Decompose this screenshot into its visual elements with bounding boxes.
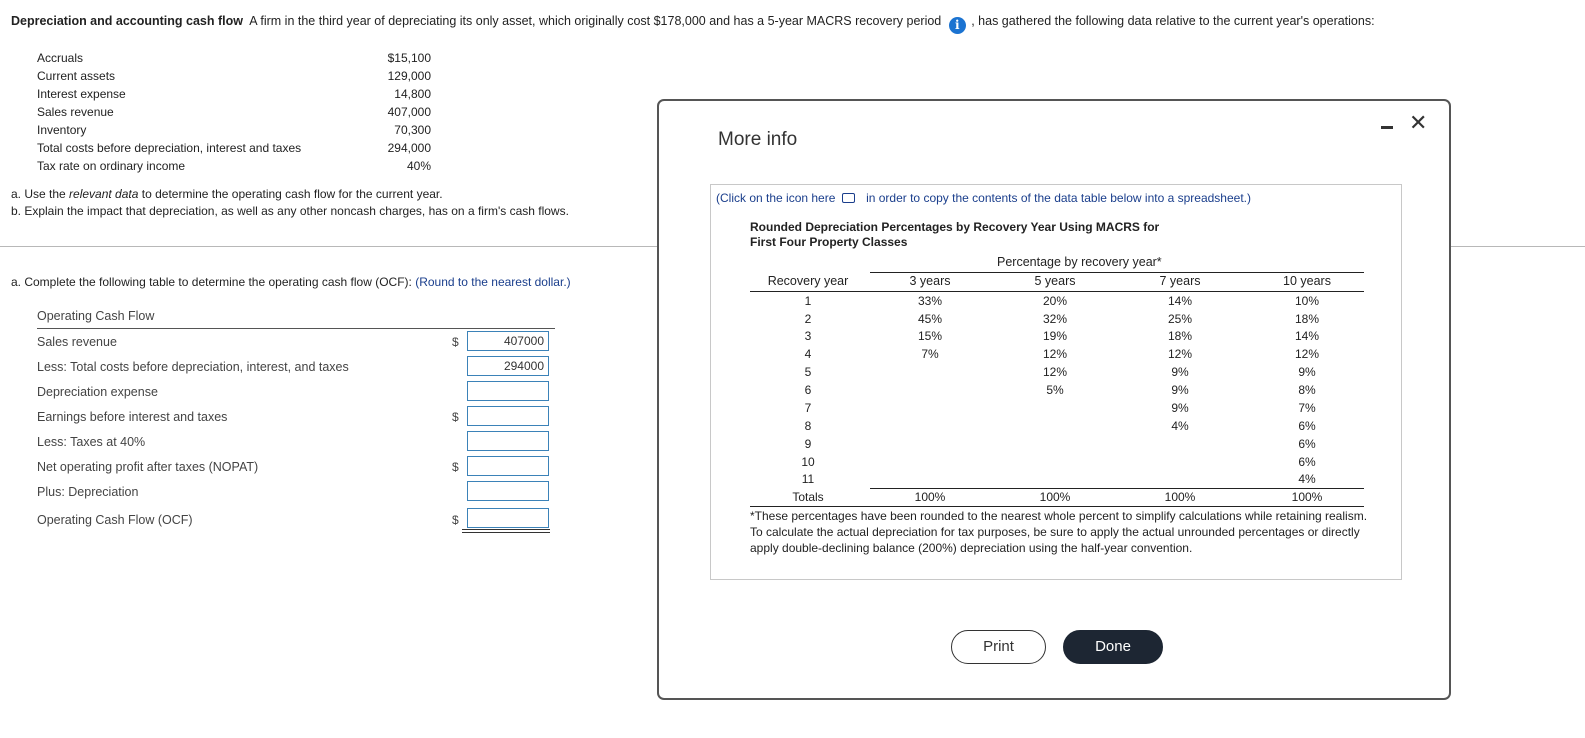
data-row: Tax rate on ordinary income 40% [37,159,431,173]
header-rule [870,272,1364,273]
table-row: 4 7% 12% 12% 12% [804,347,1320,361]
data-row: Inventory 70,300 [37,123,431,137]
data-row: Sales revenue 407,000 [37,105,431,119]
table-row: Plus: Depreciation [37,479,557,504]
problem-text: A firm in the third year of depreciating its only asset, which originally cost $178,000 and has a 5-year MACRS recovery period [249,14,942,28]
relevant-data-link: relevant data [69,187,139,201]
problem-text-continued: , has gathered the following data relative to the current year's operations: [971,14,1375,28]
print-button[interactable]: Print [951,630,1046,664]
info-icon[interactable]: i [949,17,966,34]
copy-instruction: (Click on the icon here in order to copy the contents of the data table below into a spreadsheet.) [716,191,1251,205]
table-row: Net operating profit after taxes (NOPAT) $ [37,454,557,479]
plus-depreciation-input[interactable] [467,481,549,501]
table-row: 6 5% 9% 8% [804,383,1316,397]
col-header-10-years: 10 years [1283,274,1331,288]
part-a-instruction: a. Complete the following table to determine the operating cash flow (OCF): (Round to the nearest dollar.) [11,275,571,289]
table-row: 5 12% 9% 9% [804,365,1316,379]
depreciation-expense-input[interactable] [467,381,549,401]
nopat-input[interactable] [467,456,549,476]
percentage-header: Percentage by recovery year* [997,255,1162,269]
table-row: 9 6% [804,437,1316,451]
table-row: 11 4% [801,472,1316,486]
ocf-table-heading: Operating Cash Flow [37,309,555,329]
problem-statement [11,14,1571,34]
table-row: 3 15% 19% 18% 14% [804,329,1320,343]
table-title: Rounded Depreciation Percentages by Recovery Year Using MACRS for First Four Property Classes [750,220,1160,249]
table-bottom-rule [750,506,1364,507]
table-footnote: *These percentages have been rounded to the nearest whole percent to simplify calculations while retaining realism. To calculate the actual depreciation for tax purposes, be sure to apply the actual unrounded percentages or directly apply double-declining balance (200%) depreciation using the half-year convention. [750,509,1368,555]
table-row: 1 33% 20% 14% 10% [804,294,1320,308]
ocf-input[interactable] [467,508,549,528]
questions [11,186,569,220]
minimize-button[interactable] [1381,113,1395,135]
col-header-recovery-year: Recovery year [767,274,849,288]
col-header-5-years: 5 years [1034,274,1076,288]
table-row: 2 45% 32% 25% 18% [804,312,1320,326]
dialog-title: More info [718,129,798,150]
totals-row: Totals 100% 100% 100% 100% [792,490,1323,504]
sales-revenue-input[interactable] [467,331,549,351]
minimize-icon [1381,126,1393,129]
table-row: Earnings before interest and taxes $ [37,404,557,429]
data-row: Interest expense 14,800 [37,87,431,101]
ocf-table [37,309,557,533]
table-row: 10 6% [801,455,1316,469]
total-costs-input[interactable] [467,356,549,376]
col-header-7-years: 7 years [1159,274,1201,288]
table-row: Less: Total costs before depreciation, interest, and taxes 294000 [37,354,557,379]
data-table-container [710,184,1402,580]
table-row: Operating Cash Flow (OCF) $ [37,504,557,533]
table-row: Sales revenue $ 407000 [37,329,557,354]
table-row: 8 4% 6% [804,419,1316,433]
more-info-dialog [657,99,1451,700]
table-row: Depreciation expense [37,379,557,404]
taxes-input[interactable] [467,431,549,451]
copy-spreadsheet-icon[interactable] [842,193,855,203]
data-row: Total costs before depreciation, interest and taxes 294,000 [37,141,431,155]
close-button[interactable]: ✕ [1409,111,1428,136]
double-underline [462,529,550,533]
data-row: Current assets 129,000 [37,69,431,83]
question-b: b. Explain the impact that depreciation, as well as any other noncash charges, has on a firm's cash flows. [11,204,569,218]
given-data-list [37,49,437,175]
question-a: a. Use the relevant data to determine the operating cash flow for the current year. [11,187,443,201]
ebit-input[interactable] [467,406,549,426]
table-row: Less: Taxes at 40% [37,429,557,454]
table-row: 7 9% 7% [804,401,1316,415]
rounding-hint: (Round to the nearest dollar.) [415,275,571,289]
done-button[interactable]: Done [1063,630,1163,664]
data-row: Accruals $15,100 [37,51,431,65]
problem-title: Depreciation and accounting cash flow [11,14,243,28]
col-header-3-years: 3 years [909,274,951,288]
